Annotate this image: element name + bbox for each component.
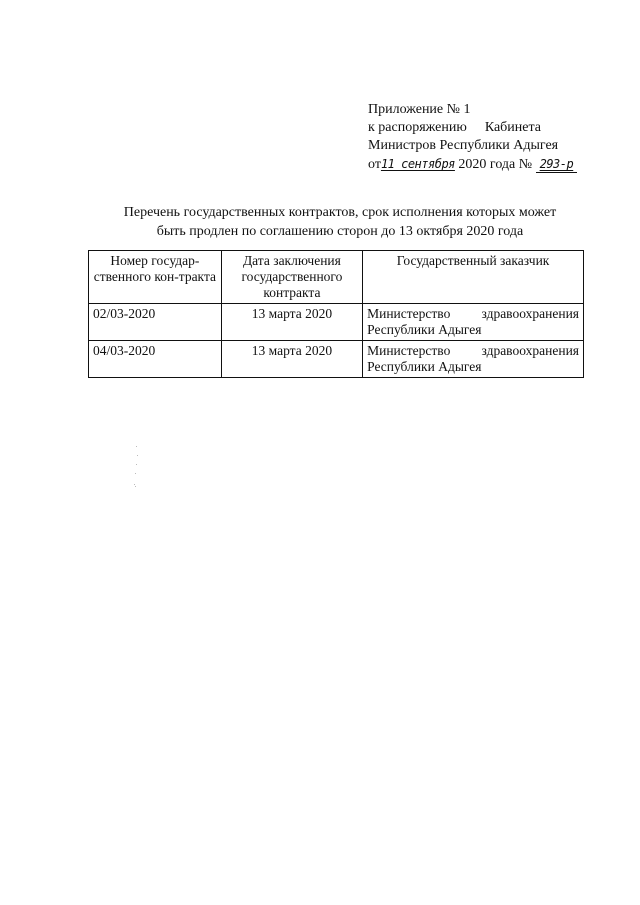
contracts-table [88,250,584,378]
cell-contract-number: 04/03-2020 [89,341,222,378]
scan-artifact [132,446,142,490]
annex-from-label: от [368,157,381,172]
table-row [89,304,584,341]
table-row [89,341,584,378]
annex-order-line [368,119,583,137]
cell-conclusion-date: 13 марта 2020 [221,341,362,378]
handwritten-order-number: 293-р [536,157,578,173]
cell-customer: Министерство здравоохранения Республики Адыгея [363,341,584,378]
annex-ministers-line: Министров Республики Адыгея [368,138,559,153]
cell-conclusion-date: 13 марта 2020 [221,304,362,341]
annex-order-label: к распоряжению [368,120,467,135]
annex-year-label: 2020 года № [458,157,533,172]
cell-contract-number: 02/03-2020 [89,304,222,341]
handwritten-date: 11 сентября [380,157,455,171]
annex-block [368,101,583,174]
header-customer: Государственный заказчик [363,251,584,304]
heading-line-2: быть продлен по соглашению сторон до 13 октября 2020 года [156,224,524,239]
heading-line-1: Перечень государственных контрактов, срок исполнения которых может [123,205,557,220]
document-heading [100,203,580,241]
header-conclusion-date: Дата заключения государственного контракта [221,251,362,304]
annex-title: Приложение № 1 [368,102,471,117]
annex-date-line [368,155,583,174]
header-contract-number: Номер государ-ственного кон-тракта [89,251,222,304]
cell-customer: Министерство здравоохранения Республики Адыгея [363,304,584,341]
annex-cabinet-label: Кабинета [484,120,542,135]
table-header-row [89,251,584,304]
